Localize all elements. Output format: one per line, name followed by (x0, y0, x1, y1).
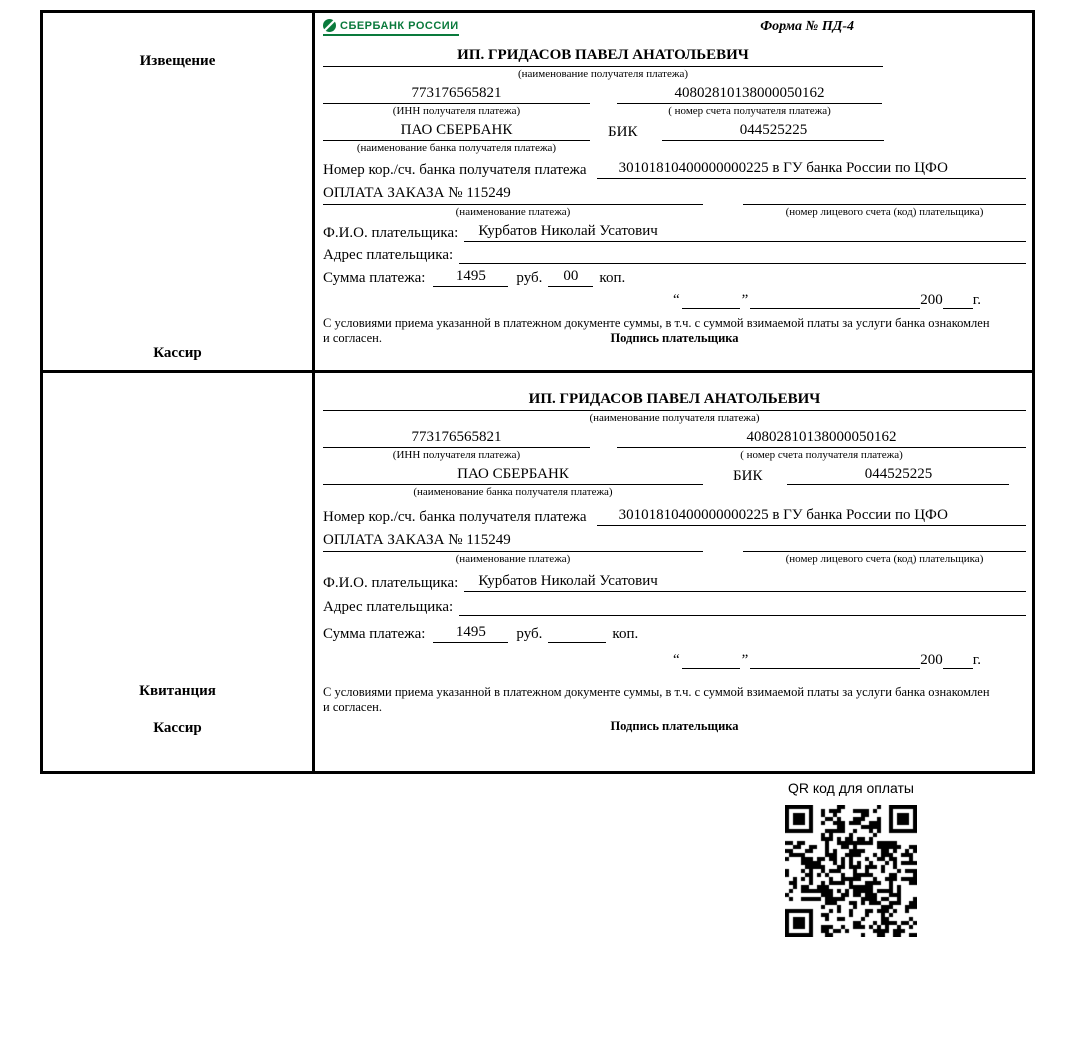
bank-caption: (наименование банка получателя платежа) (356, 142, 557, 154)
notice-content (315, 13, 1032, 370)
bank-name: ПАО СБЕРБАНК (323, 122, 590, 141)
personal-account-caption: (номер лицевого счета (код) плательщика) (785, 206, 984, 218)
payment-name-label: ОПЛАТА ЗАКАЗА № (323, 185, 463, 201)
order-number: 115249 (466, 532, 511, 548)
sberbank-logo-icon (323, 19, 336, 32)
sberbank-logo-text: СБЕРБАНК РОССИИ (340, 19, 459, 32)
year-prefix: 200 (920, 652, 943, 668)
payee-account: 40802810138000050162 (617, 85, 882, 104)
qr-code (785, 805, 917, 937)
corr-account-label: Номер кор./сч. банка получателя платежа (323, 162, 587, 178)
payer-name-value: Курбатов Николай Усатович (464, 573, 1026, 592)
payer-address-label: Адрес плательщика: (323, 247, 454, 263)
payee-name: ИП. ГРИДАСОВ ПАВЕЛ АНАТОЛЬЕВИЧ (323, 47, 883, 67)
payment-caption: (наименование платежа) (455, 206, 571, 218)
payer-name-label: Ф.И.О. плательщика: (323, 225, 459, 241)
sum-rubles-value: 1495 (433, 624, 508, 643)
date-month-blank (750, 291, 920, 309)
payer-address-value (459, 597, 1026, 616)
bik-value: 044525225 (662, 122, 884, 141)
corr-account-label: Номер кор./сч. банка получателя платежа (323, 509, 587, 525)
account-caption: ( номер счета получателя платежа) (740, 449, 903, 461)
date-year-blank (943, 291, 973, 309)
sum-kopecks-value: 00 (548, 268, 593, 287)
payer-name-label: Ф.И.О. плательщика: (323, 575, 459, 591)
payee-caption: (наименование получателя платежа) (517, 68, 689, 80)
kop-label: коп. (612, 626, 639, 642)
personal-account-blank (743, 185, 1026, 205)
date-year-blank (943, 651, 973, 669)
agreement-text: С условиями приема указанной в платежном документе суммы, в т.ч. с суммой взимаемой платы за услуги банка ознакомлен и согласен. (323, 685, 990, 714)
payer-name-value: Курбатов Николай Усатович (464, 223, 1026, 242)
payment-form-pd4 (40, 10, 1035, 774)
bank-name: ПАО СБЕРБАНК (323, 466, 703, 485)
payer-address-label: Адрес плательщика: (323, 599, 454, 615)
qr-block (785, 780, 917, 937)
year-prefix: 200 (920, 292, 943, 308)
signature-label: Подпись плательщика (610, 331, 739, 345)
qr-label: QR код для оплаты (787, 780, 914, 796)
bik-label: БИК (608, 124, 638, 140)
rub-label: руб. (516, 270, 543, 286)
payee-inn: 773176565821 (323, 85, 590, 104)
bik-label: БИК (733, 468, 763, 484)
notice-section (43, 13, 1032, 373)
account-caption: ( номер счета получателя платежа) (668, 105, 831, 117)
signature-label: Подпись плательщика (610, 719, 739, 733)
form-number: Форма № ПД-4 (760, 19, 854, 34)
bank-caption: (наименование банка получателя платежа) (413, 486, 613, 498)
rub-label: руб. (516, 626, 543, 642)
date-close-quote: ” (741, 292, 749, 308)
date-close-quote: ” (741, 652, 749, 668)
kop-label: коп. (599, 270, 626, 286)
date-day-blank (682, 291, 740, 309)
sum-kopecks-value (548, 641, 606, 643)
payment-name-label: ОПЛАТА ЗАКАЗА № (323, 532, 463, 548)
date-month-blank (750, 651, 920, 669)
payee-name: ИП. ГРИДАСОВ ПАВЕЛ АНАТОЛЬЕВИЧ (323, 391, 1026, 411)
inn-caption: (ИНН получателя платежа) (392, 449, 521, 461)
notice-cashier-label: Кассир (153, 345, 202, 361)
payee-caption: (наименование получателя платежа) (589, 412, 760, 424)
payer-address-value (459, 245, 1026, 264)
corr-account-value: 30101810400000000225 в ГУ банка России по ЦФО (597, 160, 1026, 179)
receipt-section (43, 373, 1032, 771)
personal-account-blank (743, 532, 1026, 552)
payee-account: 40802810138000050162 (617, 429, 1026, 448)
receipt-cashier-label: Кассир (153, 720, 202, 736)
receipt-title: Квитанция (139, 683, 216, 699)
sum-rubles-value: 1495 (433, 268, 508, 287)
year-suffix: г. (972, 652, 981, 668)
date-open-quote: “ (672, 292, 680, 308)
notice-stub (43, 13, 315, 370)
receipt-stub (43, 373, 315, 771)
sberbank-logo (323, 19, 459, 36)
personal-account-caption: (номер лицевого счета (код) плательщика) (785, 553, 984, 565)
receipt-content (315, 373, 1032, 771)
year-suffix: г. (972, 292, 981, 308)
corr-account-value: 30101810400000000225 в ГУ банка России по ЦФО (597, 507, 1026, 526)
agreement-text: С условиями приема указанной в платежном документе суммы, в т.ч. с суммой взимаемой платы за услуги банка ознакомлен и согласен. (323, 316, 990, 345)
date-open-quote: “ (672, 652, 680, 668)
notice-title: Извещение (139, 53, 216, 69)
payee-inn: 773176565821 (323, 429, 590, 448)
payment-caption: (наименование платежа) (455, 553, 571, 565)
date-day-blank (682, 651, 740, 669)
order-number: 115249 (466, 185, 511, 201)
bik-value: 044525225 (787, 466, 1009, 485)
payment-name (323, 532, 703, 552)
payment-name (323, 185, 703, 205)
sum-label: Сумма платежа: (323, 270, 426, 286)
inn-caption: (ИНН получателя платежа) (392, 105, 521, 117)
sum-label: Сумма платежа: (323, 626, 426, 642)
